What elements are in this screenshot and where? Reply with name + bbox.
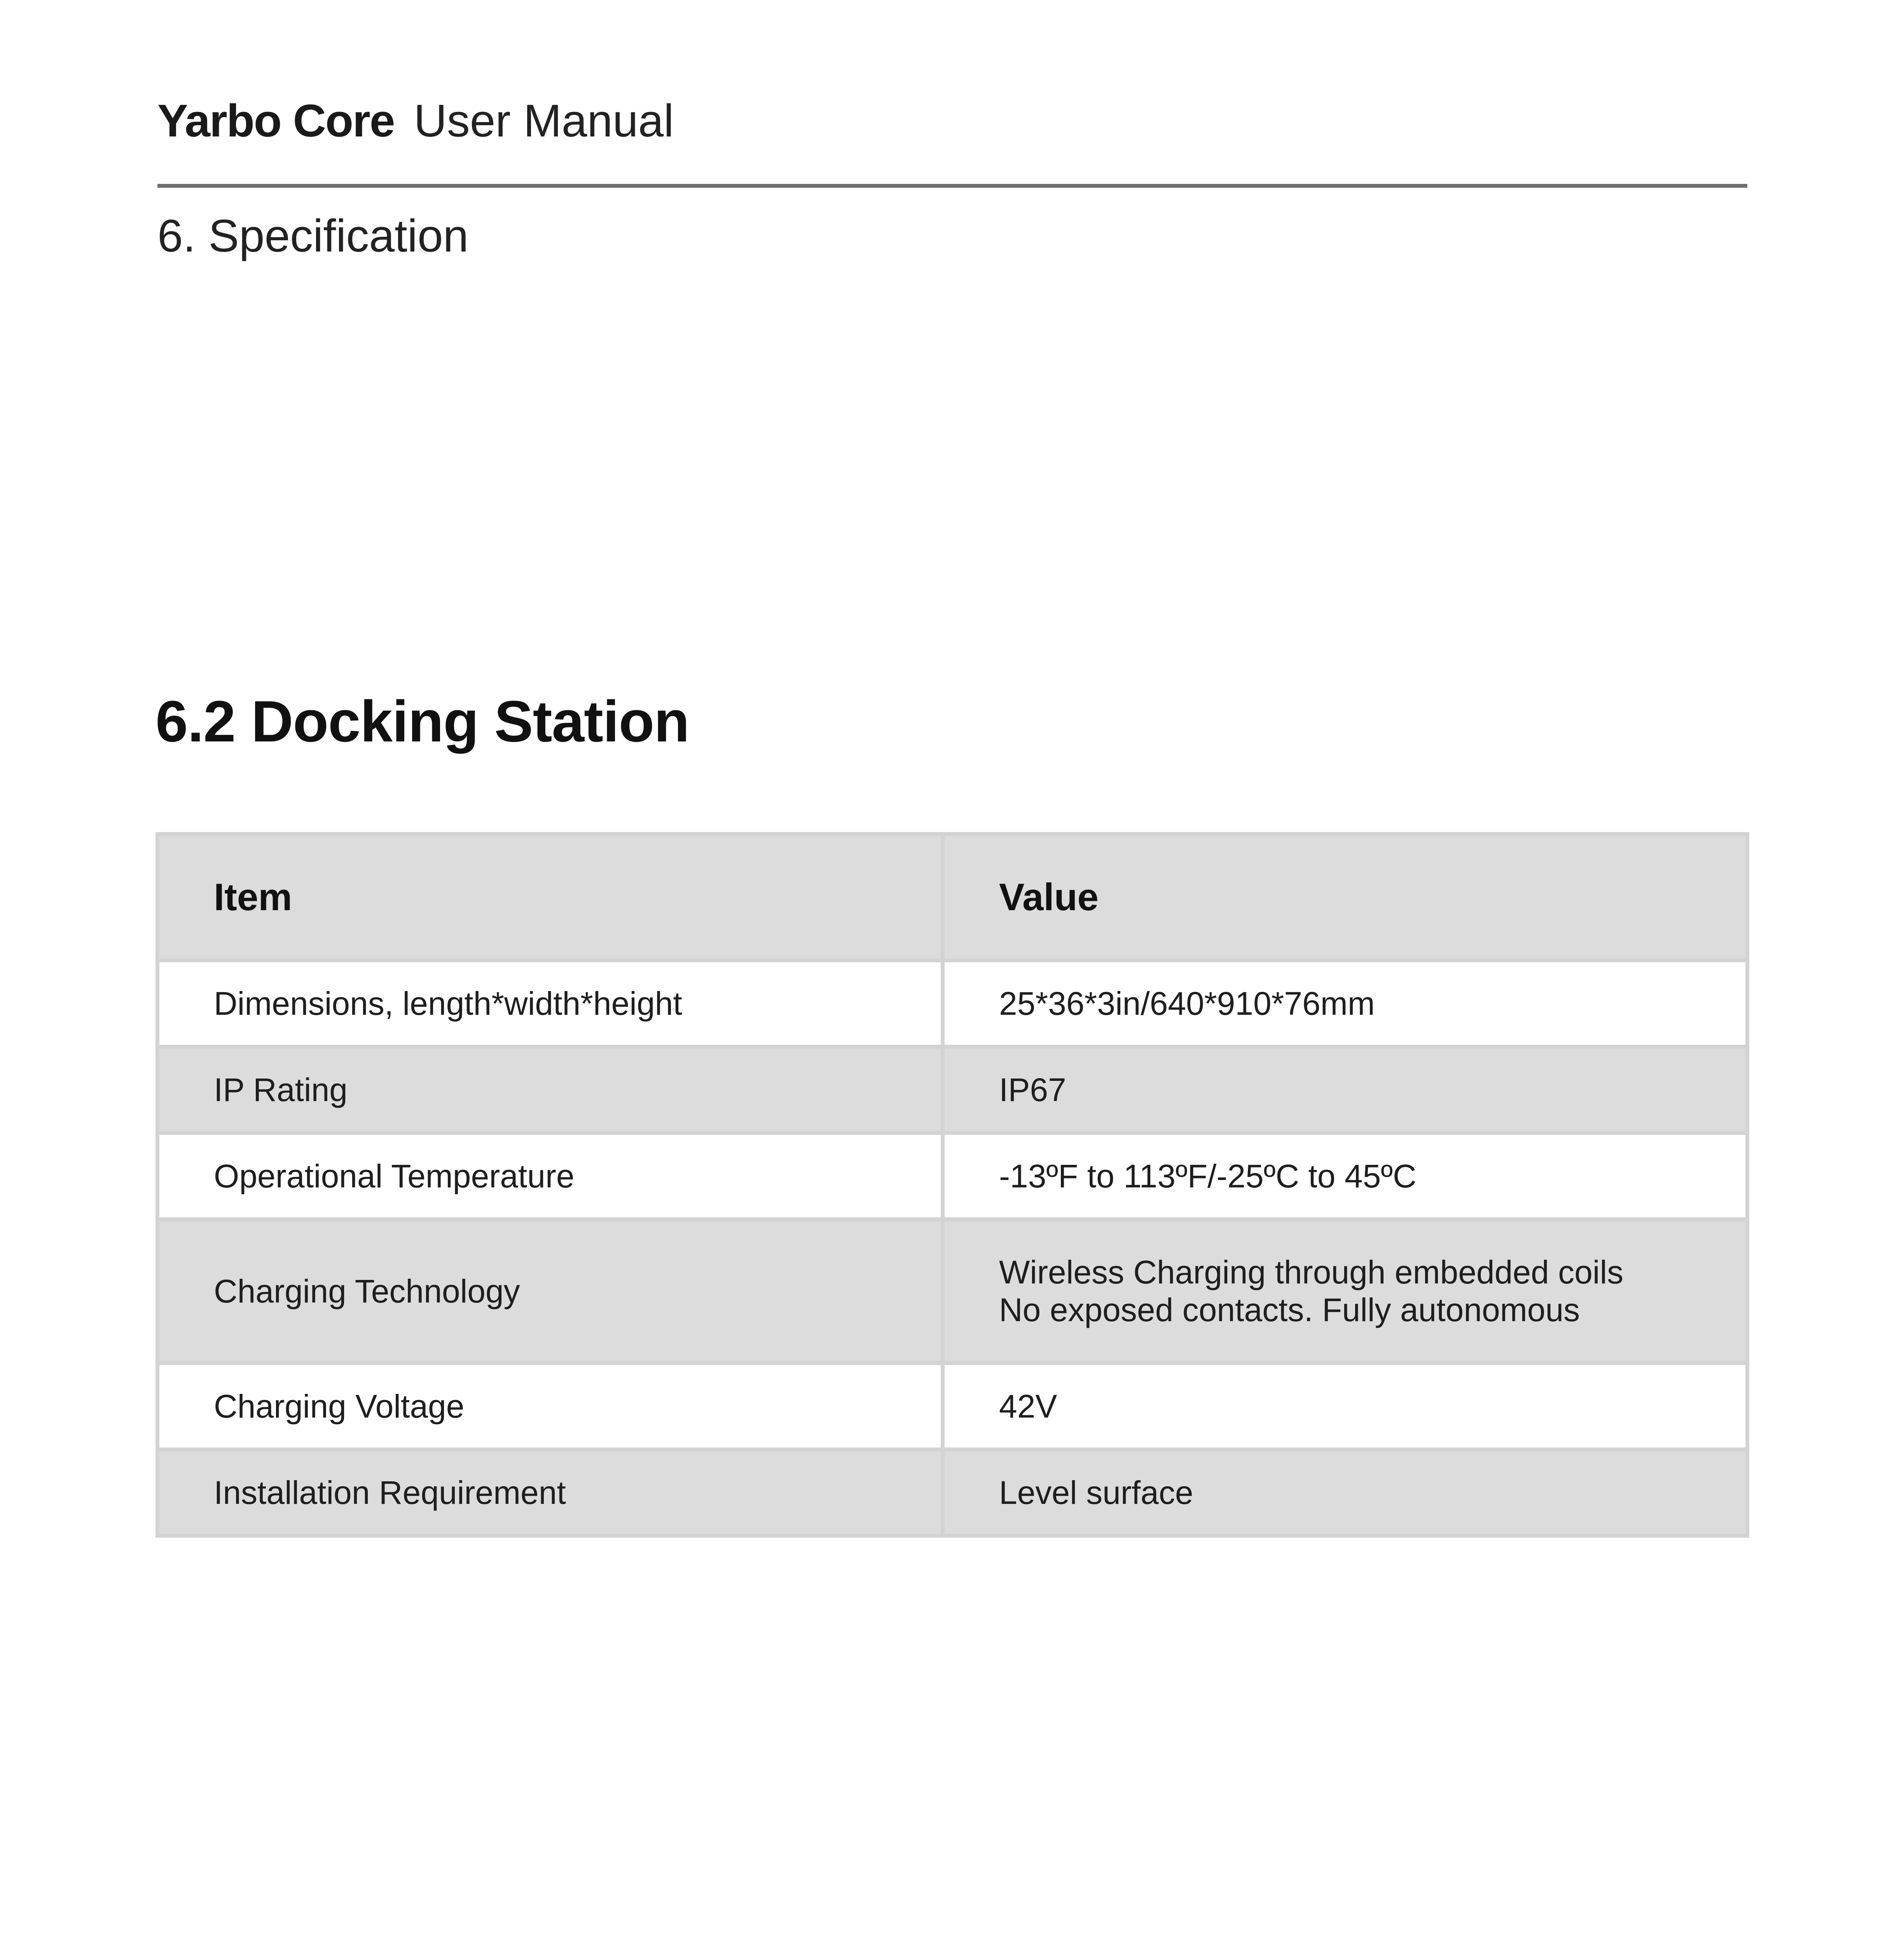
- row-item-charging-voltage: Charging Voltage: [157, 1363, 943, 1449]
- row-item-ip-rating: IP Rating: [157, 1047, 943, 1133]
- table-row: [157, 1133, 1747, 1219]
- row-value-charging-voltage: 42V: [943, 1363, 1747, 1449]
- table-row: [157, 1219, 1747, 1363]
- column-header-item: Item: [157, 834, 943, 960]
- row-value-ip-rating: IP67: [943, 1047, 1747, 1133]
- charging-technology-line-1: Wireless Charging through embedded coils: [999, 1254, 1624, 1291]
- header-brand: Yarbo Core: [157, 95, 395, 147]
- header-divider: [157, 184, 1747, 188]
- row-value-dimensions: 25*36*3in/640*910*76mm: [943, 960, 1747, 1047]
- table-row: [157, 1047, 1747, 1133]
- table-header-row: [157, 834, 1747, 960]
- table-row: [157, 1449, 1747, 1536]
- section-title: 6.2 Docking Station: [155, 689, 689, 754]
- row-value-operational-temperature: -13ºF to 113ºF/-25ºC to 45ºC: [943, 1133, 1747, 1219]
- table-row: [157, 960, 1747, 1047]
- row-item-charging-technology: Charging Technology: [157, 1219, 943, 1363]
- column-header-value: Value: [943, 834, 1747, 960]
- header-doc-type: User Manual: [414, 95, 674, 147]
- row-item-dimensions: Dimensions, length*width*height: [157, 960, 943, 1047]
- page-header: [157, 95, 674, 147]
- row-item-installation-requirement: Installation Requirement: [157, 1449, 943, 1536]
- row-item-operational-temperature: Operational Temperature: [157, 1133, 943, 1219]
- row-value-installation-requirement: Level surface: [943, 1449, 1747, 1536]
- row-value-charging-technology: [943, 1219, 1747, 1363]
- spec-table: [155, 832, 1749, 1538]
- table-row: [157, 1363, 1747, 1449]
- charging-technology-line-2: No exposed contacts. Fully autonomous: [999, 1292, 1580, 1328]
- chapter-title: 6. Specification: [157, 210, 469, 262]
